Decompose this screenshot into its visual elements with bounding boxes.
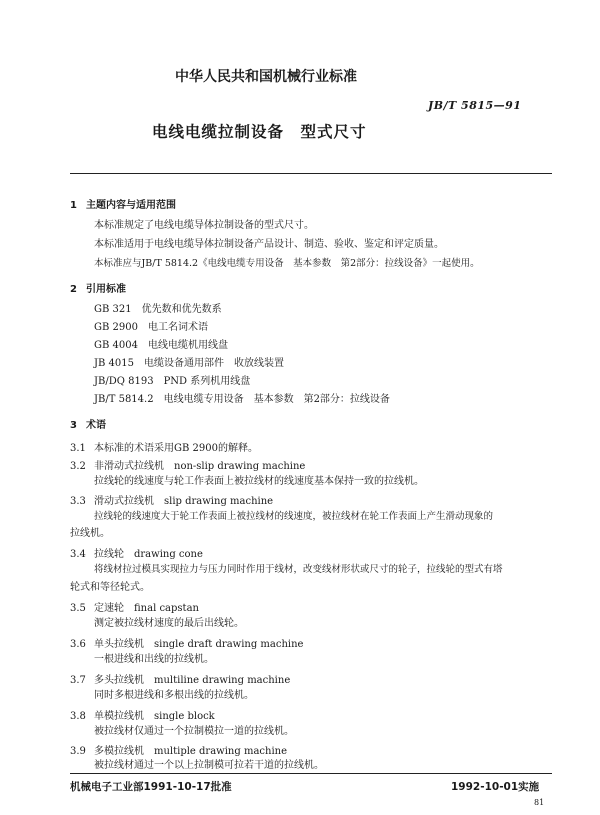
term-number: 3.6 xyxy=(70,639,86,650)
term-number: 3.5 xyxy=(70,603,86,614)
reference-item: GB 2900 电工名词术语 xyxy=(94,322,208,333)
term-definition: 测定被拉线材速度的最后出线轮。 xyxy=(94,618,244,629)
term-3-4 xyxy=(70,545,203,560)
paragraph: 本标准适用于电线电缆导体拉制设备产品设计、制造、验收、鉴定和评定质量。 xyxy=(94,239,444,250)
document-title: 电线电缆拉制设备 型式尺寸 xyxy=(152,123,367,141)
term-definition: 被拉线材通过一个以上拉制模可拉若干道的拉线机。 xyxy=(94,760,324,771)
section-number: 1 xyxy=(70,200,77,211)
term-3-8 xyxy=(70,707,215,722)
term-3-5 xyxy=(70,599,199,614)
term-definition: 同时多根进线和多根出线的拉线机。 xyxy=(94,690,254,701)
paragraph: 本标准规定了电线电缆导体拉制设备的型式尺寸。 xyxy=(94,220,314,231)
approval-date: 机械电子工业部1991-10-17批准 xyxy=(70,781,232,793)
term-3-1 xyxy=(70,439,258,454)
reference-item: JB 4015 电缆设备通用部件 收放线装置 xyxy=(94,358,284,369)
term-definition-cont: 拉线机。 xyxy=(70,528,110,539)
term-3-3 xyxy=(70,492,273,507)
reference-item: GB 321 优先数和优先数系 xyxy=(94,304,222,315)
term-text: 本标准的术语采用GB 2900的解释。 xyxy=(94,443,258,454)
standard-number: JB/T 5815—91 xyxy=(428,99,522,112)
term-definition: 一根进线和出线的拉线机。 xyxy=(94,654,214,665)
term-number: 3.3 xyxy=(70,496,86,507)
section-2-heading xyxy=(70,280,126,295)
term-number: 3.8 xyxy=(70,711,86,722)
reference-item: JB/DQ 8193 PND 系列机用线盘 xyxy=(94,376,251,387)
term-definition: 拉线轮的线速度与轮工作表面上被拉线材的线速度基本保持一致的拉线机。 xyxy=(94,476,424,487)
term-definition-cont: 轮式和等径轮式。 xyxy=(70,582,150,593)
term-name: 多模拉线机 multiple drawing machine xyxy=(94,746,287,757)
term-name: 非滑动式拉线机 non-slip drawing machine xyxy=(94,461,306,472)
section-title: 引用标准 xyxy=(86,284,126,295)
term-name: 定速轮 final capstan xyxy=(94,603,199,614)
term-name: 单模拉线机 single block xyxy=(94,711,215,722)
term-3-6 xyxy=(70,635,303,650)
footer-rule xyxy=(70,773,552,774)
term-name: 多头拉线机 multiline drawing machine xyxy=(94,675,291,686)
term-3-9 xyxy=(70,742,287,757)
section-1-heading xyxy=(70,196,176,211)
term-name: 滑动式拉线机 slip drawing machine xyxy=(94,496,274,507)
section-title: 术语 xyxy=(86,420,106,431)
term-definition: 拉线轮的线速度大于轮工作表面上被拉线材的线速度，被拉线材在轮工作表面上产生滑动现象的 xyxy=(94,511,494,522)
section-number: 2 xyxy=(70,284,77,295)
term-3-7 xyxy=(70,671,290,686)
section-3-heading xyxy=(70,416,106,431)
effective-date: 1992-10-01实施 xyxy=(451,781,540,793)
section-title: 主题内容与适用范围 xyxy=(86,200,176,211)
page-number: 81 xyxy=(534,798,545,807)
reference-item: JB/T 5814.2 电线电缆专用设备 基本参数 第2部分：拉线设备 xyxy=(94,394,390,405)
term-name: 单头拉线机 single draft drawing machine xyxy=(94,639,304,650)
header-rule xyxy=(70,173,552,174)
paragraph: 本标准应与JB/T 5814.2《电线电缆专用设备 基本参数 第2部分：拉线设备》一起使用。 xyxy=(94,258,480,269)
term-number: 3.7 xyxy=(70,675,86,686)
term-number: 3.4 xyxy=(70,549,86,560)
reference-item: GB 4004 电线电缆机用线盘 xyxy=(94,340,228,351)
term-definition: 被拉线材仅通过一个拉制模拉一道的拉线机。 xyxy=(94,726,294,737)
standard-category: 中华人民共和国机械行业标准 xyxy=(175,69,357,85)
term-number: 3.2 xyxy=(70,461,86,472)
section-number: 3 xyxy=(70,420,77,431)
term-number: 3.9 xyxy=(70,746,86,757)
term-number: 3.1 xyxy=(70,443,86,454)
term-name: 拉线轮 drawing cone xyxy=(94,549,203,560)
term-3-2 xyxy=(70,457,305,472)
term-definition: 将线材拉过模具实现拉力与压力同时作用于线材，改变线材形状或尺寸的轮子，拉线轮的型式有塔 xyxy=(94,564,503,575)
